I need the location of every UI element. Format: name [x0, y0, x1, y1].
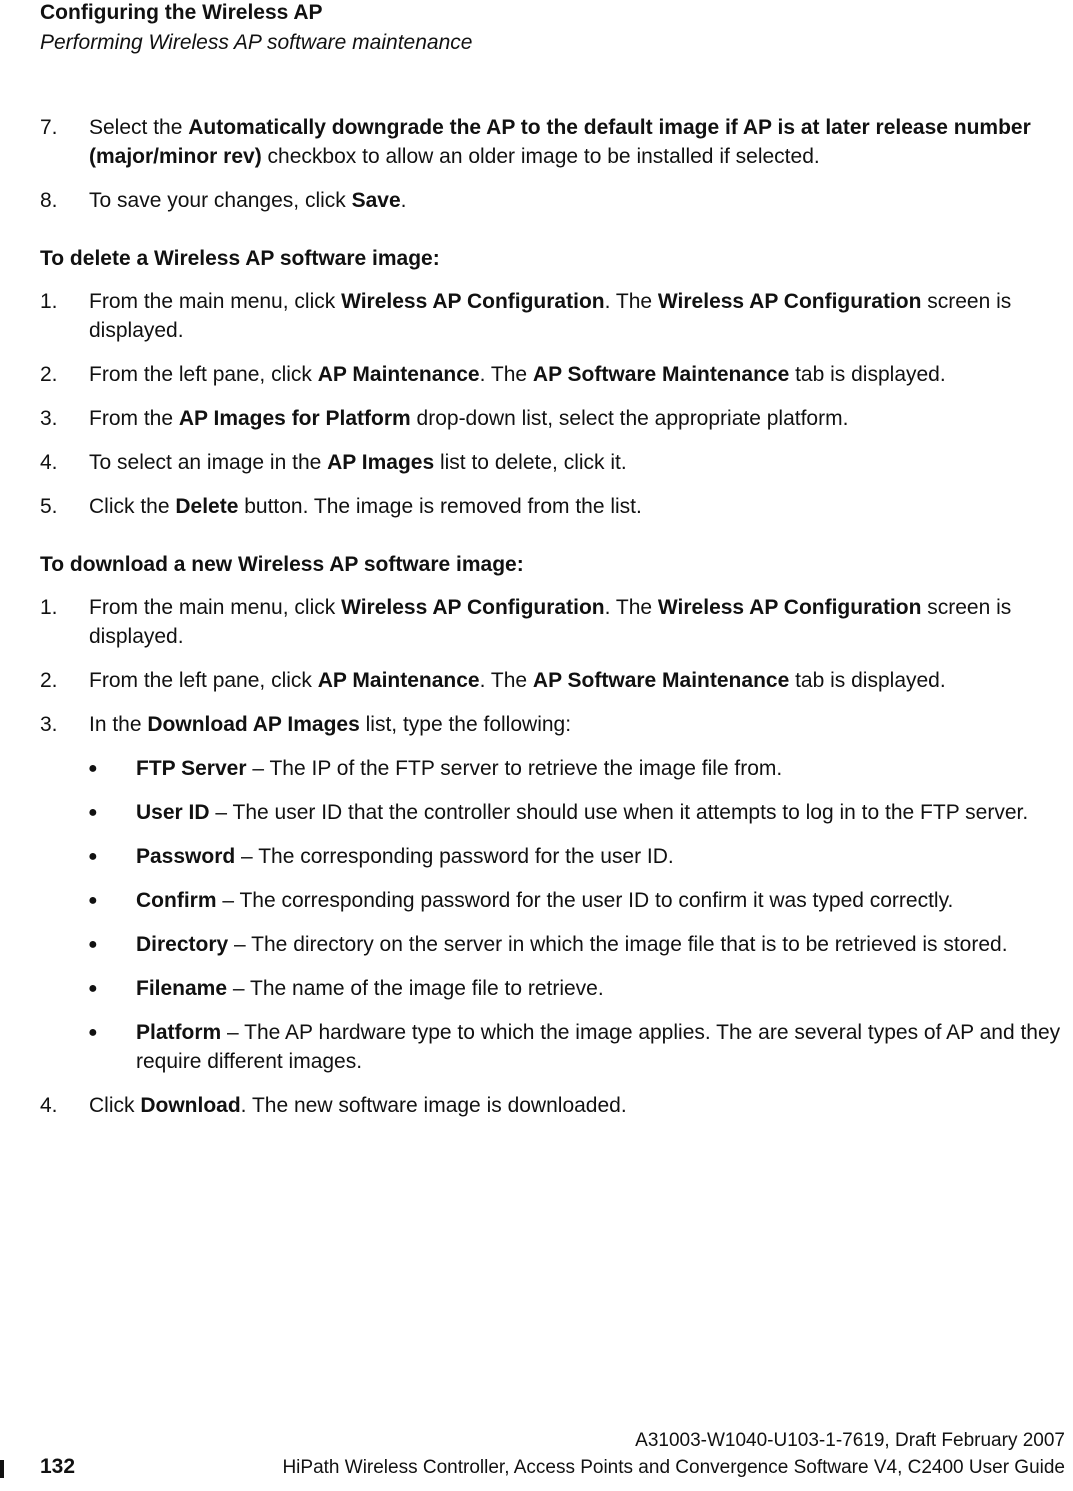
step-bold-text: AP Maintenance [317, 669, 480, 692]
field-description: – The corresponding password for the user ID to confirm it was typed correctly. [216, 889, 954, 912]
step-bold-text: AP Images for Platform [178, 407, 411, 430]
bullet-item [40, 886, 1070, 915]
bullet-icon: ● [88, 760, 98, 777]
step-text: drop-down list, select the appropriate platform. [410, 407, 849, 430]
step-number: 3. [40, 407, 58, 430]
change-bar [0, 1460, 4, 1478]
bullet-icon: ● [88, 804, 98, 821]
step-number: 5. [40, 495, 58, 518]
field-name: Platform [136, 1021, 222, 1044]
step-bold-text: AP Images [327, 451, 435, 474]
procedure-step [40, 360, 1070, 389]
bullet-item [40, 1018, 1070, 1076]
step-bold-text: Wireless AP Configuration [341, 290, 605, 313]
bullet-icon: ● [88, 936, 98, 953]
bullet-item [40, 754, 1070, 783]
step-bold-text: AP Software Maintenance [532, 669, 790, 692]
step-number: 4. [40, 1094, 58, 1117]
field-description: – The user ID that the controller should use when it attempts to log in to the FTP server. [209, 801, 1029, 824]
field-name: Directory [136, 933, 229, 956]
procedure-heading: To delete a Wireless AP software image: [40, 247, 440, 270]
step-bold-text: AP Maintenance [317, 363, 480, 386]
step-bold-text: Wireless AP Configuration [341, 596, 605, 619]
page-number: 132 [40, 1455, 76, 1478]
procedure-step [40, 448, 1070, 477]
bullet-icon: ● [88, 892, 98, 909]
field-description: – The IP of the FTP server to retrieve the image file from. [246, 757, 783, 780]
step-text: list to delete, click it. [434, 451, 627, 474]
step-bold-text: Wireless AP Configuration [657, 290, 922, 313]
step-text: . The [604, 290, 658, 313]
procedure-step [40, 404, 1070, 433]
step-text: From the left pane, click [89, 669, 318, 692]
bullet-item [40, 842, 1070, 871]
step-number: 7. [40, 116, 58, 139]
document-body [40, 113, 1070, 1135]
field-description: – The AP hardware type to which the image applies. The are several types of AP and they require different images. [136, 1021, 1061, 1073]
step-number: 3. [40, 713, 58, 736]
procedure-step [40, 186, 1070, 215]
procedure-step [40, 113, 1070, 171]
field-description: – The corresponding password for the user ID. [235, 845, 674, 868]
document-id: A31003-W1040-U103-1-7619, Draft February 2007 [635, 1430, 1065, 1451]
bullet-icon: ● [88, 1024, 98, 1041]
field-name: Confirm [136, 889, 217, 912]
step-text: From the [89, 407, 179, 430]
step-number: 1. [40, 596, 58, 619]
step-text: Select the [89, 116, 189, 139]
step-text: From the main menu, click [89, 290, 342, 313]
step-number: 2. [40, 669, 58, 692]
step-text: . The new software image is downloaded. [240, 1094, 627, 1117]
step-number: 1. [40, 290, 58, 313]
field-description: – The name of the image file to retrieve. [227, 977, 604, 1000]
bullet-item [40, 974, 1070, 1003]
step-text: . The [604, 596, 658, 619]
step-text: tab is displayed. [789, 363, 946, 386]
step-number: 8. [40, 189, 58, 212]
step-text: . The [479, 363, 533, 386]
step-text: . [400, 189, 407, 212]
bullet-icon: ● [88, 848, 98, 865]
field-name: User ID [136, 801, 210, 824]
procedure-step [40, 287, 1070, 345]
step-bold-text: Wireless AP Configuration [657, 596, 922, 619]
bullet-item [40, 930, 1070, 959]
procedure-heading: To download a new Wireless AP software image: [40, 553, 524, 576]
bullet-item [40, 798, 1070, 827]
step-text: button. The image is removed from the list. [238, 495, 642, 518]
step-text: Click the [89, 495, 176, 518]
step-text: list, type the following: [359, 713, 572, 736]
step-bold-text: Download AP Images [147, 713, 360, 736]
step-bold-text: Delete [175, 495, 239, 518]
step-bold-text: Download [140, 1094, 241, 1117]
step-number: 2. [40, 363, 58, 386]
step-text: To select an image in the [89, 451, 328, 474]
field-name: FTP Server [136, 757, 247, 780]
step-text: . The [479, 669, 533, 692]
field-name: Password [136, 845, 236, 868]
section-subtitle: Performing Wireless AP software maintenance [40, 31, 473, 54]
chapter-title: Configuring the Wireless AP [40, 1, 323, 24]
step-text: Click [89, 1094, 141, 1117]
step-text: screen is displayed. [89, 290, 1012, 342]
step-text: From the left pane, click [89, 363, 318, 386]
step-text: From the main menu, click [89, 596, 342, 619]
bullet-icon: ● [88, 980, 98, 997]
step-bold-text: Save [351, 189, 401, 212]
step-bold-text: AP Software Maintenance [532, 363, 790, 386]
guide-title: HiPath Wireless Controller, Access Points and Convergence Software V4, C2400 User Guide [282, 1457, 1065, 1478]
step-text: tab is displayed. [789, 669, 946, 692]
procedure-step [40, 1091, 1070, 1120]
step-text: To save your changes, click [89, 189, 352, 212]
field-description: – The directory on the server in which the image file that is to be retrieved is stored. [228, 933, 1008, 956]
procedure-step [40, 492, 1070, 521]
procedure-step [40, 593, 1070, 651]
step-text: screen is displayed. [89, 596, 1012, 648]
step-bold-text: Automatically downgrade the AP to the default image if AP is at later release number (major/minor rev) [89, 116, 1031, 168]
step-number: 4. [40, 451, 58, 474]
field-name: Filename [136, 977, 228, 1000]
procedure-step [40, 710, 1070, 739]
step-text: In the [89, 713, 148, 736]
step-text: checkbox to allow an older image to be installed if selected. [261, 145, 820, 168]
procedure-step [40, 666, 1070, 695]
